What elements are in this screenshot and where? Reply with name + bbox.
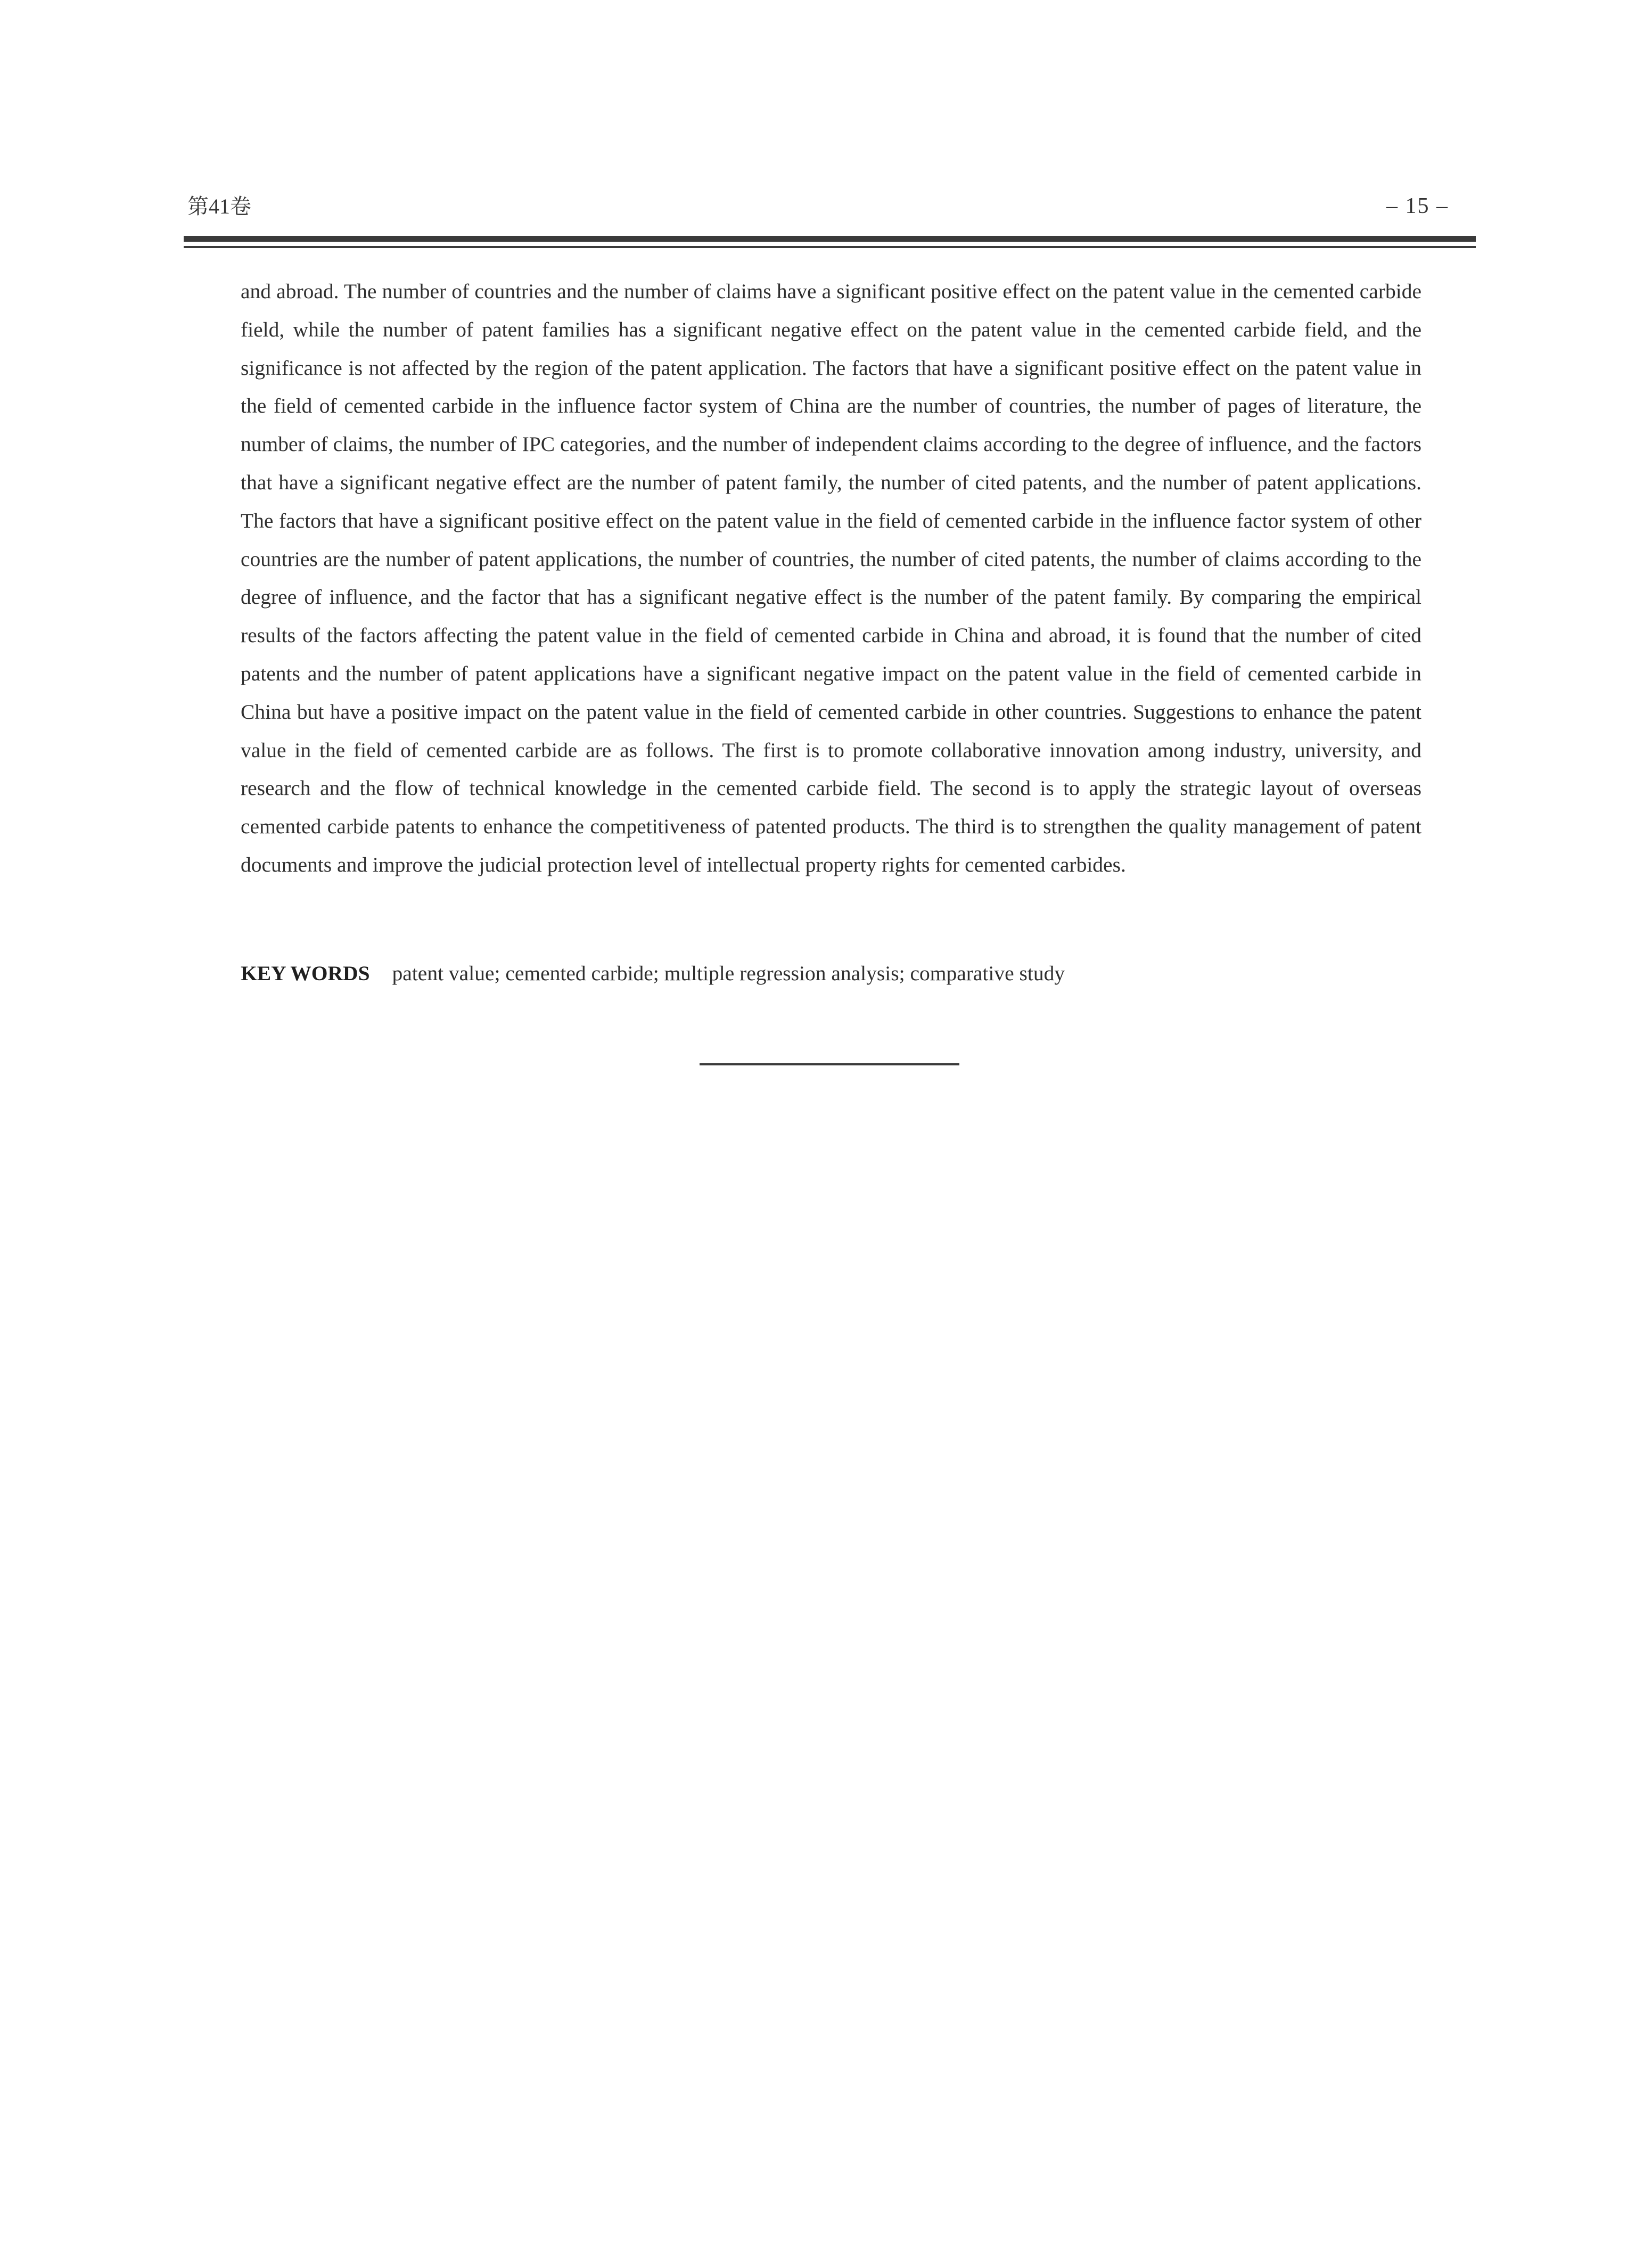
keywords-label: KEY WORDS (241, 962, 370, 985)
header-rule-thin (184, 246, 1476, 248)
keywords-line (241, 955, 1421, 993)
page-number: – 15 – (1386, 194, 1449, 218)
abstract-body: and abroad. The number of countries and the number of claims have a significant positive effect on the patent value in the cemented carbide field, while the number of patent families has a significant negative effect on the patent value in the cemented carbide field, and the significance is not affected by the region of the patent application. The factors that have a significant positive effect on the patent value in the field of cemented carbide in the influence factor system of China are the number of countries, the number of pages of literature, the number of claims, the number of IPC categories, and the number of independent claims according to the degree of influence, and the factors that have a significant negative effect are the number of patent family, the number of cited patents, and the number of patent applications. The factors that have a significant positive effect on the patent value in the field of cemented carbide in the influence factor system of other countries are the number of patent applications, the number of countries, the number of cited patents, the number of claims according to the degree of influence, and the factor that has a significant negative effect is the number of the patent family. By comparing the empirical results of the factors affecting the patent value in the field of cemented carbide in China and abroad, it is found that the number of cited patents and the number of patent applications have a significant negative impact on the patent value in the field of cemented carbide in China but have a positive impact on the patent value in the field of cemented carbide in other countries. Suggestions to enhance the patent value in the field of cemented carbide are as follows. The first is to promote collaborative innovation among industry, university, and research and the flow of technical knowledge in the cemented carbide field. The second is to apply the strategic layout of overseas cemented carbide patents to enhance the competitiveness of patented products. The third is to strengthen the quality management of patent documents and improve the judicial protection level of intellectual property rights for cemented carbides. (241, 280, 1421, 876)
running-head-volume: 第41卷 (187, 194, 251, 218)
header-rule-thick (184, 236, 1476, 242)
section-end-rule (700, 1063, 959, 1065)
keywords-text: patent value; cemented carbide; multiple regression analysis; comparative study (392, 962, 1065, 985)
